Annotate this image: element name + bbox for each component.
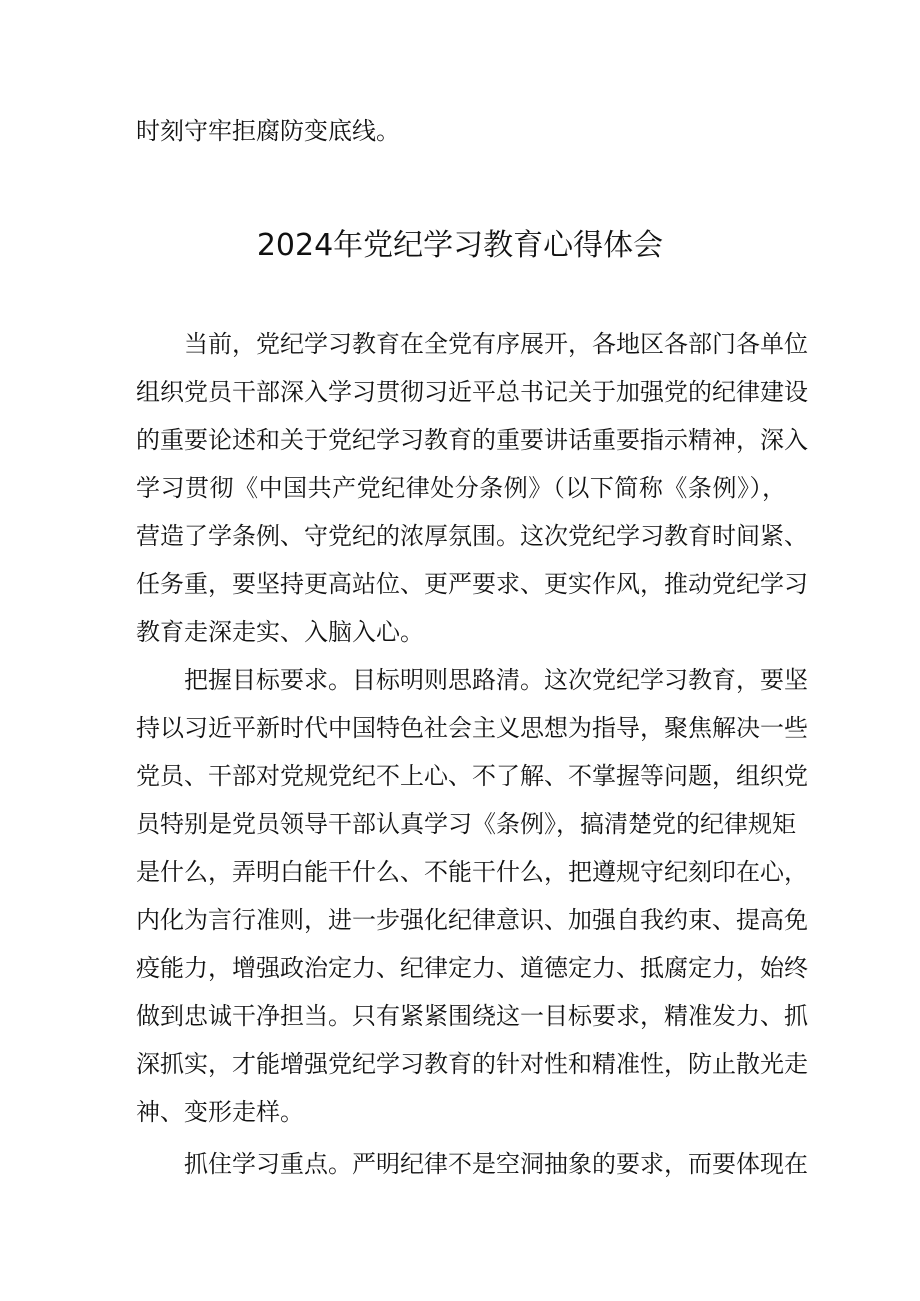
paragraph-line: 的重要论述和关于党纪学习教育的重要讲话重要指示精神，深入 [136, 426, 808, 454]
paragraph-line: 员特别是党员领导干部认真学习《条例》，搞清楚党的纪律规矩 [136, 810, 796, 838]
paragraph-line: 学习贯彻《中国共产党纪律处分条例》（以下简称《条例》）， [136, 474, 786, 502]
paragraph-line: 教育走深走实、入脑入心。 [136, 618, 424, 646]
paragraph-line: 内化为言行准则，进一步强化纪律意识、加强自我约束、提高免 [136, 906, 808, 934]
document-title: 2024年党纪学习教育心得体会 [256, 228, 664, 263]
paragraph-line: 党员、干部对党规党纪不上心、不了解、不掌握等问题，组织党 [136, 762, 808, 790]
paragraph-line: 持以习近平新时代中国特色社会主义思想为指导，聚焦解决一些 [136, 714, 808, 742]
paragraph-line: 疫能力，增强政治定力、纪律定力、道德定力、抵腐定力，始终 [136, 954, 808, 982]
carryover-line: 时刻守牢拒腐防变底线。 [136, 117, 400, 145]
paragraph-line: 当前，党纪学习教育在全党有序展开，各地区各部门各单位 [136, 330, 808, 358]
paragraph-line: 任务重，要坚持更高站位、更严要求、更实作风，推动党纪学习 [136, 570, 808, 598]
paragraph-line: 深抓实，才能增强党纪学习教育的针对性和精准性，防止散光走 [136, 1050, 808, 1078]
paragraph-line: 抓住学习重点。严明纪律不是空洞抽象的要求，而要体现在 [136, 1150, 808, 1178]
paragraph-line: 组织党员干部深入学习贯彻习近平总书记关于加强党的纪律建设 [136, 378, 808, 406]
paragraph-line: 营造了学条例、守党纪的浓厚氛围。这次党纪学习教育时间紧、 [136, 522, 808, 550]
paragraph-line: 是什么，弄明白能干什么、不能干什么，把遵规守纪刻印在心， [136, 858, 808, 886]
paragraph-line: 做到忠诚干净担当。只有紧紧围绕这一目标要求，精准发力、抓 [136, 1002, 808, 1030]
paragraph-line: 神、变形走样。 [136, 1098, 304, 1126]
paragraph-line: 把握目标要求。目标明则思路清。这次党纪学习教育，要坚 [136, 666, 808, 694]
